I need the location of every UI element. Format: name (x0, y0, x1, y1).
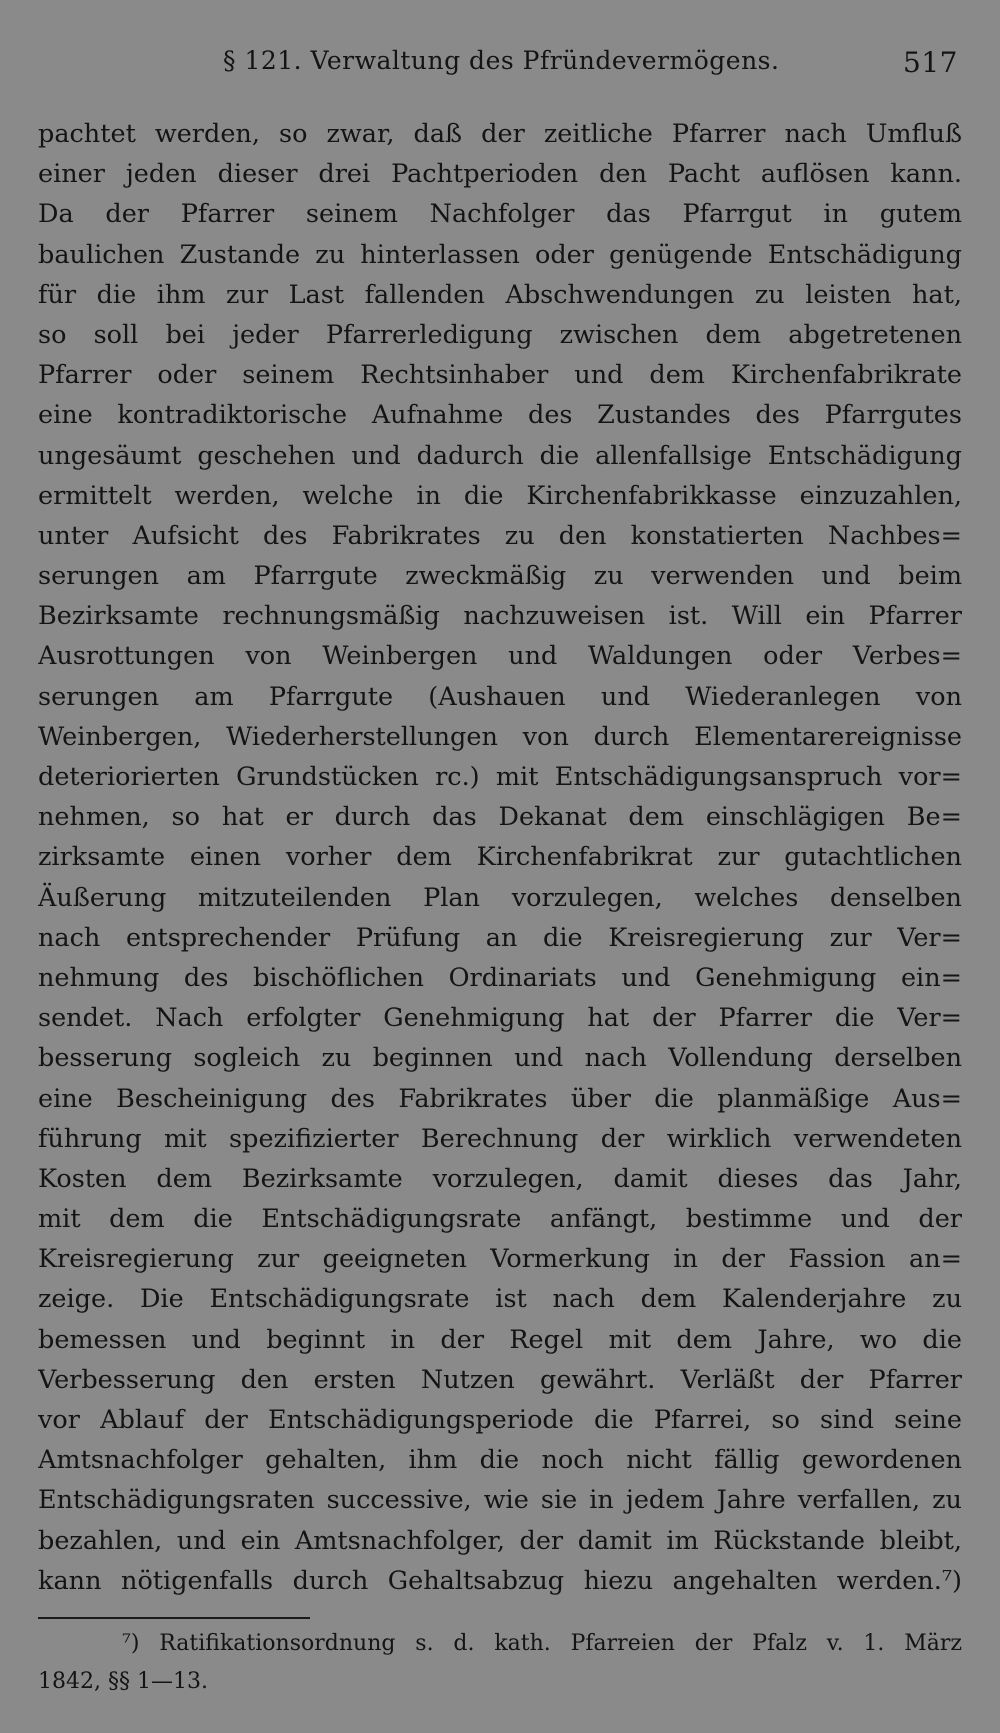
text-line: Kosten dem Bezirksamte vorzulegen, damit dieses das Jahr, (38, 1163, 962, 1194)
page-number: 517 (903, 46, 958, 79)
text-line: Äußerung mitzuteilenden Plan vorzulegen, welches denselben (38, 882, 962, 913)
text-line: nehmung des bischöflichen Ordinariats und Genehmigung ein= (38, 962, 962, 993)
text-line: bezahlen, und ein Amtsnachfolger, der damit im Rückstande bleibt, (38, 1525, 962, 1556)
text-line: serungen am Pfarrgute (Aushauen und Wiederanlegen von (38, 681, 962, 712)
text-line: Da der Pfarrer seinem Nachfolger das Pfarrgut in gutem (38, 199, 962, 230)
text-line: vor Ablauf der Entschädigungsperiode die Pfarrei, so sind seine (38, 1405, 962, 1435)
text-line: Amtsnachfolger gehalten, ihm die noch nicht fällig gewordenen (38, 1445, 962, 1476)
text-line: deteriorierten Grundstücken rc.) mit Entschädigungsanspruch vor= (38, 762, 962, 792)
running-header (38, 46, 958, 86)
footnote (38, 1625, 962, 1701)
text-line: sendet. Nach erfolgter Genehmigung hat der Pfarrer die Ver= (38, 1003, 962, 1034)
text-line: Verbesserung den ersten Nutzen gewährt. Verläßt der Pfarrer (38, 1364, 962, 1395)
header-title: § 121. Verwaltung des Pfründevermögens. (223, 46, 780, 75)
text-line: so soll bei jeder Pfarrerledigung zwischen dem abgetretenen (38, 319, 962, 350)
text-line: serungen am Pfarrgute zweckmäßig zu verwenden und beim (38, 561, 962, 592)
text-line: mit dem die Entschädigungsrate anfängt, bestimme und der (38, 1204, 962, 1235)
text-line: nach entsprechender Prüfung an die Kreisregierung zur Ver= (38, 922, 962, 953)
footnote-divider (38, 1617, 310, 1619)
text-line: nehmen, so hat er durch das Dekanat dem einschlägigen Be= (38, 802, 962, 833)
text-line: eine kontradiktorische Aufnahme des Zustandes des Pfarrgutes (38, 400, 962, 431)
text-line: Ausrottungen von Weinbergen und Waldungen oder Verbes= (38, 641, 962, 672)
text-line: pachtet werden, so zwar, daß der zeitliche Pfarrer nach Umfluß (38, 119, 962, 149)
text-line: Weinbergen, Wiederherstellungen von durch Elementarereignisse (38, 721, 962, 752)
text-line: zeige. Die Entschädigungsrate ist nach dem Kalenderjahre zu (38, 1284, 962, 1315)
text-line: ungesäumt geschehen und dadurch die allenfallsige Entschädigung (38, 440, 962, 471)
text-line: führung mit spezifizierter Berechnung der wirklich verwendeten (38, 1123, 962, 1154)
text-line: kann nötigenfalls durch Gehaltsabzug hiezu angehalten werden.⁷) (38, 1565, 962, 1596)
text-line: Kreisregierung zur geeigneten Vormerkung in der Fassion an= (38, 1244, 962, 1275)
footnote-line: 1842, §§ 1—13. (38, 1669, 208, 1694)
footnote-line: ⁷) Ratifikationsordnung s. d. kath. Pfarreien der Pfalz v. 1. März (122, 1631, 962, 1656)
text-line: ermittelt werden, welche in die Kirchenfabrikkasse einzuzahlen, (38, 480, 962, 511)
text-line: unter Aufsicht des Fabrikrates zu den konstatierten Nachbes= (38, 520, 962, 551)
text-line: für die ihm zur Last fallenden Abschwendungen zu leisten hat, (38, 279, 962, 310)
text-line: zirksamte einen vorher dem Kirchenfabrikrat zur gutachtlichen (38, 842, 962, 873)
body-text (38, 114, 962, 1601)
text-line: bemessen und beginnt in der Regel mit dem Jahre, wo die (38, 1324, 962, 1355)
text-line: einer jeden dieser drei Pachtperioden den Pacht auflösen kann. (38, 159, 962, 190)
text-line: besserung sogleich zu beginnen und nach Vollendung derselben (38, 1043, 962, 1074)
text-line: Bezirksamte rechnungsmäßig nachzuweisen ist. Will ein Pfarrer (38, 601, 962, 632)
text-line: Entschädigungsraten successive, wie sie in jedem Jahre verfallen, zu (38, 1485, 962, 1516)
text-line: baulichen Zustande zu hinterlassen oder genügende Entschädigung (38, 239, 962, 270)
text-line: Pfarrer oder seinem Rechtsinhaber und dem Kirchenfabrikrate (38, 360, 962, 391)
text-line: eine Bescheinigung des Fabrikrates über die planmäßige Aus= (38, 1083, 962, 1114)
